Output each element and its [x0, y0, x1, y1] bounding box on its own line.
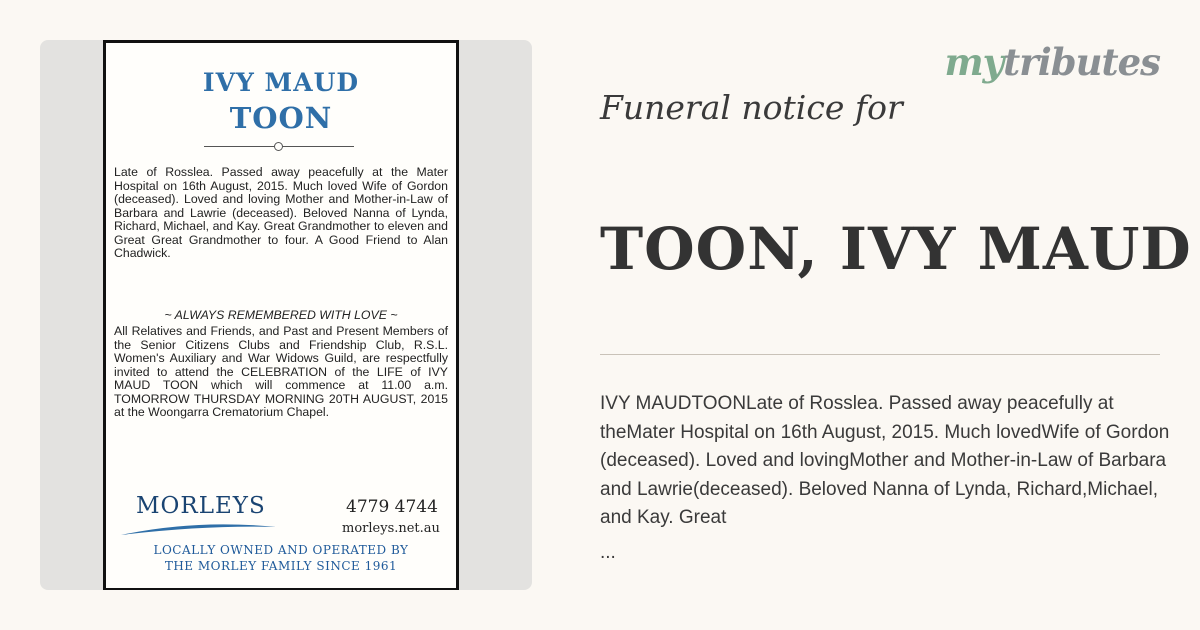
- mytributes-logo[interactable]: [944, 40, 1160, 84]
- notice-paragraph-1: Late of Rosslea. Passed away peacefully at the Mater Hospital on 16th August, 2015. Much loved Wife of Gordon (deceased). Loved and loving Mother and Mother-in-Law of Barbara and Lawrie (deceased). Beloved Nanna of Lynda, Richard, Michael, and Kay. Great Grandmother to eleven and Great Great Grandmother to four. A Good Friend to Alan Chadwick.: [114, 165, 448, 260]
- notice-title-line2: TOON: [229, 101, 333, 135]
- director-phone: 4779 4744: [346, 497, 438, 517]
- notice-excerpt: IVY MAUDTOONLate of Rosslea. Passed away peacefully at theMater Hospital on 16th August, 2015. Much lovedWife of Gordon (deceased). Loved and lovingMother and Mother-in-Law of Barbara and Lawrie(deceased). Beloved Nanna of Lynda, Richard,Michael, and Kay. Great: [600, 393, 1170, 528]
- director-logo: MORLEYS: [136, 493, 266, 519]
- logo-part-my: my: [944, 40, 1004, 84]
- notice-paragraph-2: All Relatives and Friends, and Past and Present Members of the Senior Citizens Clubs and Friendship Club, R.S.L. Women's Auxiliary and War Widows Guild, are respectfully invited to attend the CELEBRATION of the LIFE of IVY MAUD TOON which will commence at 11.00 a.m. TOMORROW THURSDAY MORNING 20TH AUGUST, 2015 at the Woongarra Crematorium Chapel.: [114, 324, 448, 419]
- director-tagline-2: THE MORLEY FAMILY SINCE 1961: [164, 559, 398, 573]
- swoosh-icon: [116, 511, 286, 541]
- deceased-name: TOON, IVY MAUD: [600, 215, 1192, 283]
- director-tagline-1: LOCALLY OWNED AND OPERATED BY: [153, 543, 409, 557]
- director-website: morleys.net.au: [342, 521, 440, 536]
- notice-paper: [103, 40, 459, 590]
- logo-part-tributes: tributes: [1003, 40, 1160, 84]
- excerpt-ellipsis: ...: [600, 542, 616, 563]
- divider-ornament-icon: [274, 142, 283, 151]
- section-divider: [600, 354, 1160, 355]
- notice-kicker: Funeral notice for: [600, 88, 903, 127]
- notice-image: [40, 40, 532, 590]
- notice-title-line1: IVY MAUD: [202, 68, 360, 97]
- notice-remembered-line: ~ ALWAYS REMEMBERED WITH LOVE ~: [164, 308, 398, 322]
